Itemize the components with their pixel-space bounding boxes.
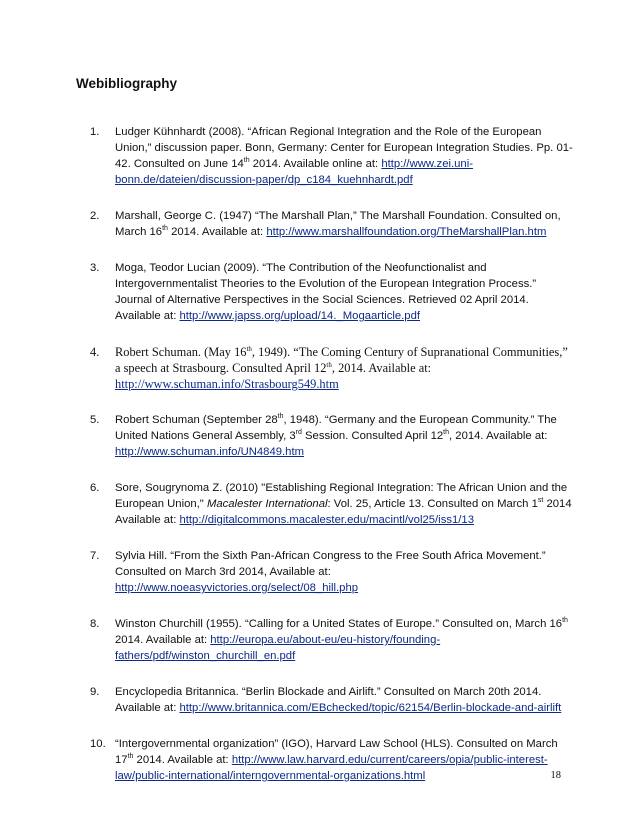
reference-text: , 2014. Available at: (449, 430, 548, 442)
reference-number: 3. (90, 262, 100, 274)
reference-text: , 1949). “The Coming Century of Supranational Communities,” a speech at Strasbourg. Consulted April 12 (115, 345, 568, 375)
reference-number: 8. (90, 618, 100, 630)
superscript: th (326, 360, 332, 369)
page-number: 18 (550, 770, 561, 781)
reference-number: 10. (90, 738, 106, 750)
reference-list (90, 124, 575, 804)
superscript: th (443, 429, 450, 437)
superscript: th (243, 157, 250, 165)
superscript: th (562, 617, 568, 625)
superscript: th (127, 753, 134, 761)
reference-number: 9. (90, 686, 100, 698)
section-heading: Webibliography (76, 76, 178, 91)
reference-text: : Vol. 25, Article 13. Consulted on March 1 (327, 498, 538, 510)
reference-text: Robert Schuman (September 28 (115, 414, 278, 426)
reference-number: 7. (90, 550, 100, 562)
reference-link[interactable]: http://www.marshallfoundation.org/TheMarshallPlan.htm (266, 226, 547, 238)
reference-text: “Intergovernmental organization” (IGO), Harvard Law School (HLS). Consulted on March 17 (115, 738, 558, 766)
reference-text: Moga, Teodor Lucian (2009). “The Contribution of the Neofunctionalist and Intergovernmentalist Theories to the Evolution of the European Integration Process.” Journal of Alternative Perspectives in the Social Sciences. Retrieved 02 April 2014. Available at: (115, 262, 537, 322)
reference-number: 1. (90, 126, 100, 138)
reference-link[interactable]: http://digitalcommons.macalester.edu/macintl/vol25/iss1/13 (179, 514, 474, 526)
reference-text: Winston Churchill (1955). “Calling for a United States of Europe.” Consulted on, March 16 (115, 618, 563, 630)
reference-item (90, 124, 575, 188)
reference-text: 2014 Available at: (115, 498, 572, 526)
superscript: th (246, 344, 252, 353)
reference-text: Marshall, George C. (1947) “The Marshall Plan,” The Marshall Foundation. Consulted on, March 16 (115, 210, 561, 238)
reference-text: , 1948). “Germany and the European Community.” The United Nations General Assembly, 3 (115, 414, 557, 442)
reference-link[interactable]: http://www.britannica.com/EBchecked/topic/62154/Berlin-blockade-and-airlift (179, 702, 562, 714)
reference-number: 5. (90, 414, 100, 426)
reference-item (90, 548, 575, 596)
reference-text: Encyclopedia Britannica. “Berlin Blockade and Airlift.” Consulted on March 20th 2014. Available at: (115, 686, 542, 714)
reference-text: 2014. Available at: (167, 226, 267, 238)
reference-item (90, 344, 575, 392)
reference-text: Sylvia Hill. “From the Sixth Pan-African Congress to the Free South Africa Movement.” Consulted on March 3rd 2014, Available at: (115, 550, 546, 578)
reference-link[interactable]: http://www.noeasyvictories.org/select/08_hill.php (115, 582, 359, 594)
superscript: rd (295, 429, 302, 437)
reference-text: 2014. Available online at: (249, 158, 382, 170)
reference-number: 6. (90, 482, 100, 494)
reference-item (90, 260, 575, 324)
reference-item (90, 480, 575, 528)
reference-item (90, 616, 575, 664)
reference-item (90, 208, 575, 240)
superscript: th (277, 413, 284, 421)
reference-text: , 2014. Available at: (331, 361, 432, 375)
reference-link[interactable]: http://www.japss.org/upload/14._Mogaarticle.pdf (179, 310, 420, 322)
reference-link[interactable]: http://www.law.harvard.edu/current/careers/opia/public-interest-law/public-international/interngovernmental-organizations.html (115, 754, 548, 782)
reference-number: 4. (90, 345, 100, 359)
journal-title: Macalester International (206, 498, 328, 510)
reference-link[interactable]: http://www.zei.uni-bonn.de/dateien/discussion-paper/dp_c184_kuehnhardt.pdf (115, 158, 473, 186)
reference-text: 2014. Available at: (133, 754, 232, 766)
reference-link[interactable]: http://www.schuman.info/Strasbourg549.htm (115, 377, 339, 391)
reference-text: Sore, Sougrynoma Z. (2010) "Establishing Regional Integration: The African Union and the European Union," (115, 482, 568, 510)
superscript: th (162, 225, 168, 233)
reference-text: 2014. Available at: (115, 634, 211, 646)
reference-link[interactable]: http://europa.eu/about-eu/eu-history/founding-fathers/pdf/winston_churchill_en.pdf (115, 634, 441, 662)
reference-text: Robert Schuman. (May 16 (115, 345, 247, 359)
reference-text: Session. Consulted April 12 (301, 430, 444, 442)
reference-text: Ludger Kühnhardt (2008). “African Regional Integration and the Role of the European Union,” discussion paper. Bonn, Germany: Center for European Integration Studies. Pp. 01-42. Consulted on June 14 (115, 126, 573, 170)
superscript: st (537, 497, 544, 505)
reference-number: 2. (90, 210, 100, 222)
reference-item (90, 412, 575, 460)
reference-item (90, 684, 575, 716)
reference-link[interactable]: http://www.schuman.info/UN4849.htm (115, 446, 304, 458)
reference-item (90, 736, 575, 784)
